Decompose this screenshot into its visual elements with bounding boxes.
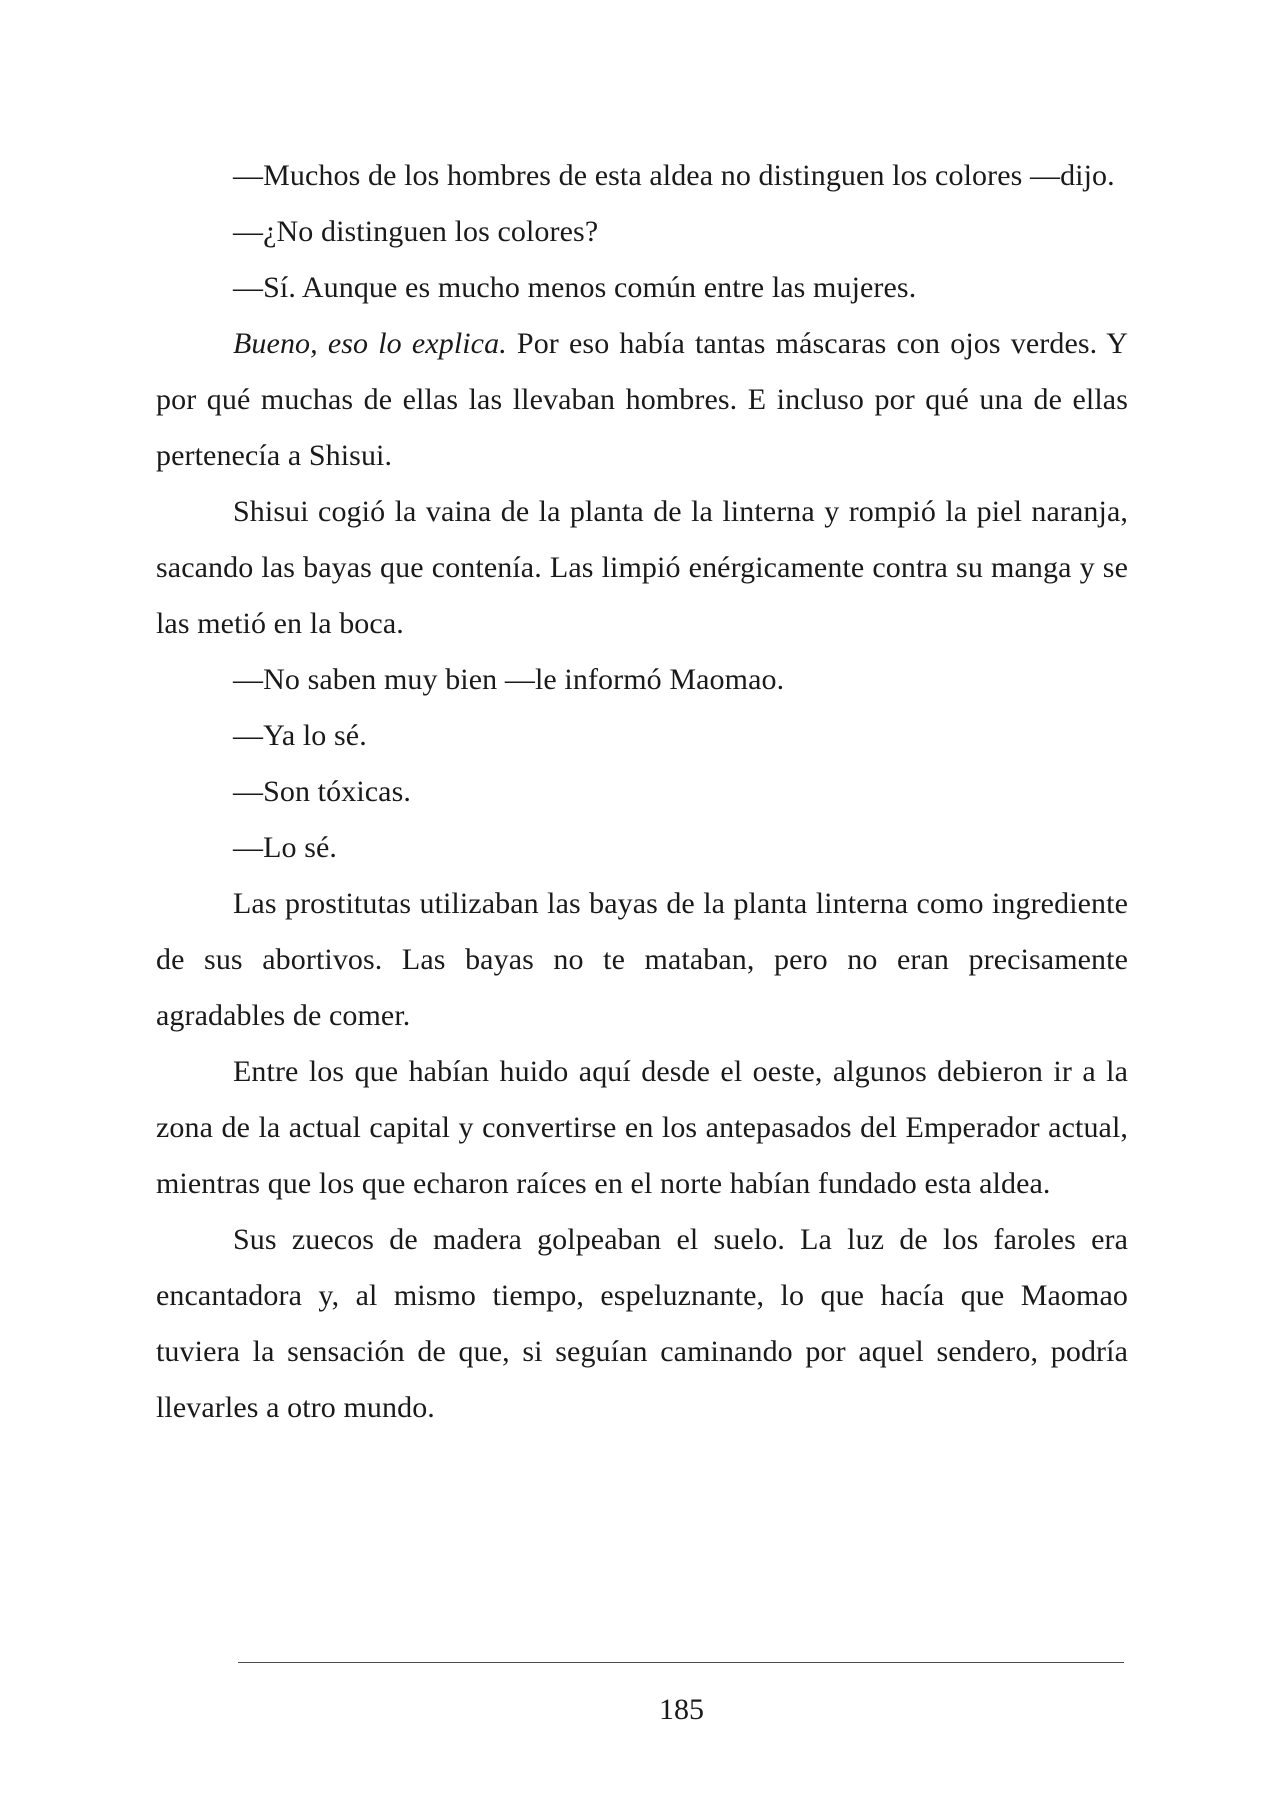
paragraph: —¿No distinguen los colores? [233, 215, 599, 248]
paragraph: Las prostitutas utilizaban las bayas de la planta linterna como ingrediente de sus abortivos. Las bayas no te mataban, pero no eran precisamente agradables de comer. [156, 887, 1128, 1032]
paragraph: —No saben muy bien —le informó Maomao. [233, 663, 785, 696]
paragraph: Entre los que habían huido aquí desde el oeste, algunos debieron ir a la zona de la actual capital y convertirse en los antepasados del Emperador actual, mientras que los que echaron raíces en el norte habían fundado esta aldea. [156, 1055, 1128, 1200]
paragraph: —Son tóxicas. [233, 775, 411, 808]
page-number: 185 [659, 1693, 704, 1726]
paragraph: —Lo sé. [233, 831, 338, 864]
paragraph: Shisui cogió la vaina de la planta de la linterna y rompió la piel naranja, sacando las bayas que contenía. Las limpió enérgicamente contra su manga y se las metió en la boca. [156, 495, 1128, 640]
footer-rule [238, 1662, 1124, 1663]
paragraph-text: Por eso había tantas máscaras con ojos verdes. Y por qué muchas de ellas las llevaban hombres. E incluso por qué una de ellas pertenecía a Shisui. [156, 327, 1128, 472]
paragraph: Sus zuecos de madera golpeaban el suelo. La luz de los faroles era encantadora y, al mismo tiempo, espeluznante, lo que hacía que Maomao tuviera la sensación de que, si seguían caminando por aquel sendero, podría llevarles a otro mundo. [156, 1223, 1128, 1424]
italic-thought: Bueno, eso lo explica. [233, 327, 507, 360]
paragraph: —Sí. Aunque es mucho menos común entre las mujeres. [233, 271, 917, 304]
paragraph [156, 316, 1128, 484]
paragraph: —Ya lo sé. [233, 719, 367, 752]
body-text [156, 148, 1128, 1436]
paragraph: —Muchos de los hombres de esta aldea no distinguen los colores —dijo. [233, 159, 1115, 192]
